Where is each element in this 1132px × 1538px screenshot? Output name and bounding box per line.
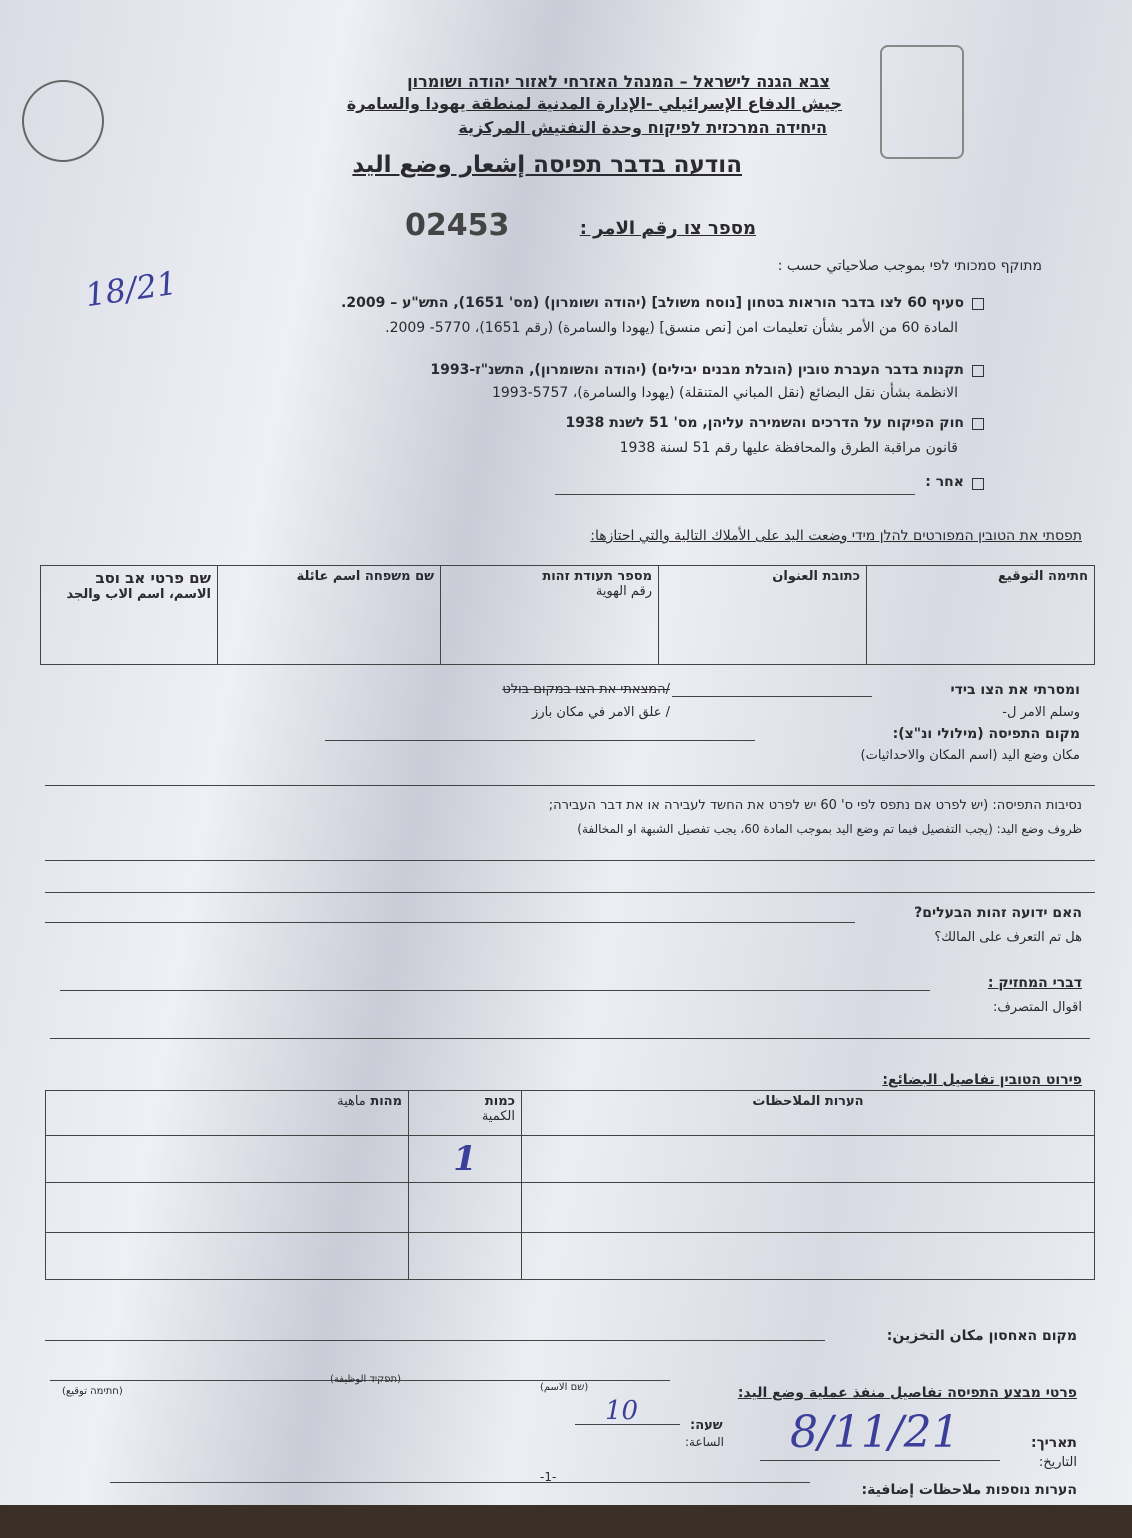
holder-statement-label-ar: اقوال المتصرف: bbox=[992, 1000, 1082, 1015]
law-2-arabic: الانظمة بشأن نقل البضائع (نقل المباني المتنقلة) (يهودا والسامرة)، 5757-1993 bbox=[491, 385, 958, 401]
owner-known-label: האם ידועה זהות הבעלים? bbox=[914, 905, 1082, 921]
circumstances-label-ar: ظروف وضع اليد: (يجب التفصيل فيما تم وضع اليد بموجب المادة 60، يجب تفصيل الشبهة او المخالفة) bbox=[577, 822, 1082, 836]
law-1-hebrew: סעיף 60 לצו בדבר הוראות בטחון [נוסח משולב] (יהודה ושומרון) (מס' 1651), התש"ע – 2009. bbox=[341, 295, 964, 311]
law-checkbox-2[interactable] bbox=[972, 365, 984, 377]
seizure-place-label-ar: مكان وضع اليد (اسم المكان والاحداثيات) bbox=[860, 748, 1080, 763]
header-line-1: צבא הגנה לישראל – המנהל האזרחי לאזור יהודה ושומרון bbox=[407, 72, 830, 91]
time-label: שעה: bbox=[690, 1418, 723, 1433]
executor-signature-caption: (חתימה توقيع) bbox=[62, 1386, 123, 1397]
owner-known-label-ar: هل تم التعرف على المالك؟ bbox=[934, 930, 1082, 945]
time-value: 10 bbox=[605, 1396, 639, 1426]
order-number: 02453 bbox=[405, 208, 510, 243]
executor-role-caption: (תפקיד الوظيفة) bbox=[330, 1374, 401, 1385]
goods-title: פירוט הטובין تفاصيل البضائع: bbox=[882, 1072, 1082, 1088]
holder-statement-label: דברי המחזיק : bbox=[987, 975, 1082, 991]
order-number-label: מספר צו رقم الامر : bbox=[579, 218, 756, 239]
document-title: הודעה בדבר תפיסה إشعار وضع اليد bbox=[352, 152, 742, 178]
civil-administration-emblem bbox=[880, 45, 964, 159]
law-checkbox-3[interactable] bbox=[972, 418, 984, 430]
page-number: -1- bbox=[540, 1470, 557, 1484]
handwritten-reference: 18/21 bbox=[82, 263, 180, 315]
notes-label: הערות נוספות ملاحظات إضافية: bbox=[861, 1482, 1077, 1498]
time-label-ar: الساعة: bbox=[685, 1435, 724, 1449]
owner-table: חתימה التوقيع כתובת العنوان מספר תעודת זהות رقم الهوية שם משפחה اسم عائلة שם פרטי אב וסב الاسم، اسم الاب والجد bbox=[40, 565, 1095, 665]
date-label: תאריך: bbox=[1031, 1435, 1077, 1451]
delivery-label: ומסרתי את הצו בידי bbox=[950, 682, 1080, 698]
law-3-arabic: قانون مراقبة الطرق والمحافظة عليها رقم 51 لسنة 1938 bbox=[619, 440, 958, 456]
seizure-place-label: מקום התפיסה (מילולי ונ"צ): bbox=[892, 726, 1080, 742]
goods-table: הערות الملاحظات כמות الكمية מהות ماهية 1 bbox=[45, 1090, 1095, 1280]
law-other-label: אחר : bbox=[925, 474, 964, 490]
seized-intro: תפסתי את הטובין המפורטים להלן מידי وضعت اليد على الأملاك التالية والتي احتازها: bbox=[590, 528, 1082, 544]
date-value: 8/11/21 bbox=[790, 1407, 960, 1458]
circumstances-label: נסיבות התפיסה: (יש לפרט אם נתפס לפי ס' 60 יש לפרט את החשד לעבירה או את דבר העבירה; bbox=[548, 798, 1082, 813]
law-checkbox-other[interactable] bbox=[972, 478, 984, 490]
law-2-hebrew: תקנות בדבר העברת טובין (הובלת מבנים יבילים) (יהודה והשומרון), התשנ"ז-1993 bbox=[430, 362, 964, 378]
law-checkbox-1[interactable] bbox=[972, 298, 984, 310]
delivery-label-ar: وسلم الامر ل- bbox=[1002, 705, 1080, 720]
goods-quantity: 1 bbox=[409, 1136, 522, 1183]
header-line-2: جيش الدفاع الإسرائيلي -الإدارة المدنية لمنطقة يهودا والسامرة bbox=[346, 94, 842, 113]
executor-name-caption: (שם الاسم) bbox=[540, 1382, 589, 1393]
law-1-arabic: المادة 60 من الأمر بشأن تعليمات امن [نص منسق] (يهودا والسامرة) (رقم 1651)، 5770- 2009. bbox=[385, 320, 958, 336]
posted-option-ar: / علق الامر في مكان بارز bbox=[532, 705, 670, 720]
executor-label: פרטי מבצע התפיסה تفاصيل منفذ عملية وضع اليد: bbox=[737, 1385, 1077, 1401]
header-line-3: היחידה המרכזית לפיקוח وحدة التفتيش المركزية bbox=[458, 118, 827, 137]
law-3-hebrew: חוק הפיקוח על הדרכים והשמירה עליהן, מס' 51 לשנת 1938 bbox=[565, 415, 964, 431]
official-stamp-seal bbox=[22, 80, 104, 162]
storage-label: מקום האחסון مكان التخزين: bbox=[886, 1328, 1077, 1344]
date-label-ar: التاريخ: bbox=[1038, 1455, 1077, 1470]
authority-text: מתוקף סמכותי לפי بموجب صلاحياتي حسب : bbox=[777, 258, 1042, 274]
posted-option-struck: /המצאתי את הצו במקום בולט bbox=[502, 682, 670, 697]
